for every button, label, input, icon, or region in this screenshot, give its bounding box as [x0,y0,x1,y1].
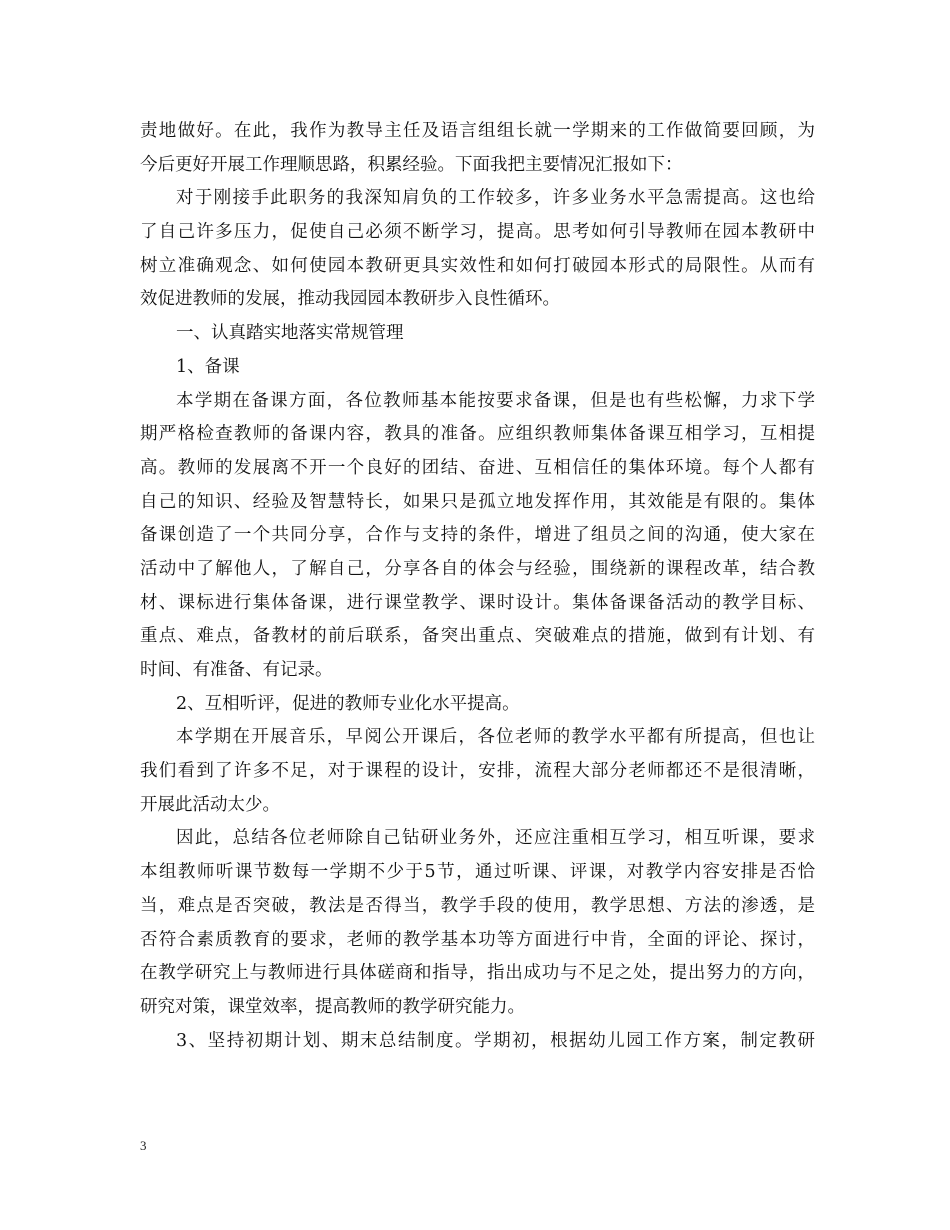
paragraph-line: 了自己许多压力，促使自己必须不断学习，提高。思考如何引导教师在园本教研中 [140,222,815,243]
paragraph-line: 活动中了解他人，了解自己，分享各自的体会与经验，围绕新的课程改革，结合教 [140,558,815,579]
paragraph-line: 时间、有准备、有记录。 [140,660,333,680]
paragraph-line: 重点、难点，备教材的前后联系，备突出重点、突破难点的措施，做到有计划、有 [140,626,815,647]
document-body [140,115,815,1058]
paragraph-line: 期严格检查教师的备课内容，教具的准备。应组织教师集体备课互相学习，互相提 [140,424,815,445]
paragraph-line: 本学期在备课方面，各位教师基本能按要求备课，但是也有些松懈，力求下学 [176,390,815,411]
paragraph-line: 我们看到了许多不足，对于课程的设计，安排，流程大部分老师都还不是很清晰， [140,761,815,782]
paragraph-line: 对于刚接手此职务的我深知肩负的工作较多，许多业务水平急需提高。这也给 [176,188,815,209]
section-heading: 一、认真踏实地落实常规管理 [176,323,404,344]
page-number: 3 [140,1138,147,1153]
subsection-heading: 1、备课 [176,356,240,377]
paragraph-line: 备课创造了一个共同分享，合作与支持的条件，增进了组员之间的沟通，使大家在 [140,525,815,546]
paragraph-line: 当，难点是否突破，教法是否得当，教学手段的使用，教学思想、方法的渗透，是 [140,895,815,916]
paragraph-line: 本组教师听课节数每一学期不少于5节，通过听课、评课，对教学内容安排是否恰 [140,862,815,883]
paragraph-line: 责地做好。在此，我作为教导主任及语言组组长就一学期来的工作做简要回顾，为 [140,121,815,141]
paragraph-line: 3、坚持初期计划、期末总结制度。学期初，根据幼儿园工作方案，制定教研 [176,1030,815,1051]
paragraph-line: 开展此活动太少。 [140,794,280,815]
paragraph-line: 在教学研究上与教师进行具体磋商和指导，指出成功与不足之处，提出努力的方向， [140,963,815,984]
paragraph-line: 今后更好开展工作理顺思路，积累经验。下面我把主要情况汇报如下： [140,154,683,175]
paragraph-line: 研究对策，课堂效率，提高教师的教学研究能力。 [140,996,525,1017]
paragraph-line: 高。教师的发展离不开一个良好的团结、奋进、互相信任的集体环境。每个人都有 [140,457,815,478]
paragraph-line: 树立准确观念、如何使园本教研更具实效性和如何打破园本形式的局限性。从而有 [140,255,815,276]
paragraph-line: 材、课标进行集体备课，进行课堂教学、课时设计。集体备课备活动的教学目标、 [140,592,815,613]
paragraph-line: 本学期在开展音乐，早阅公开课后，各位老师的教学水平都有所提高，但也让 [176,727,815,748]
paragraph-line: 自己的知识、经验及智慧特长，如果只是孤立地发挥作用，其效能是有限的。集体 [140,491,815,512]
paragraph-line: 效促进教师的发展，推动我园园本教研步入良性循环。 [140,289,560,310]
paragraph-line: 因此，总结各位老师除自己钻研业务外，还应注重相互学习，相互听课，要求 [176,828,815,849]
subsection-heading: 2、互相听评，促进的教师专业化水平提高。 [176,693,520,714]
paragraph-line: 否符合素质教育的要求，老师的教学基本功等方面进行中肯，全面的评论、探讨， [140,929,815,950]
